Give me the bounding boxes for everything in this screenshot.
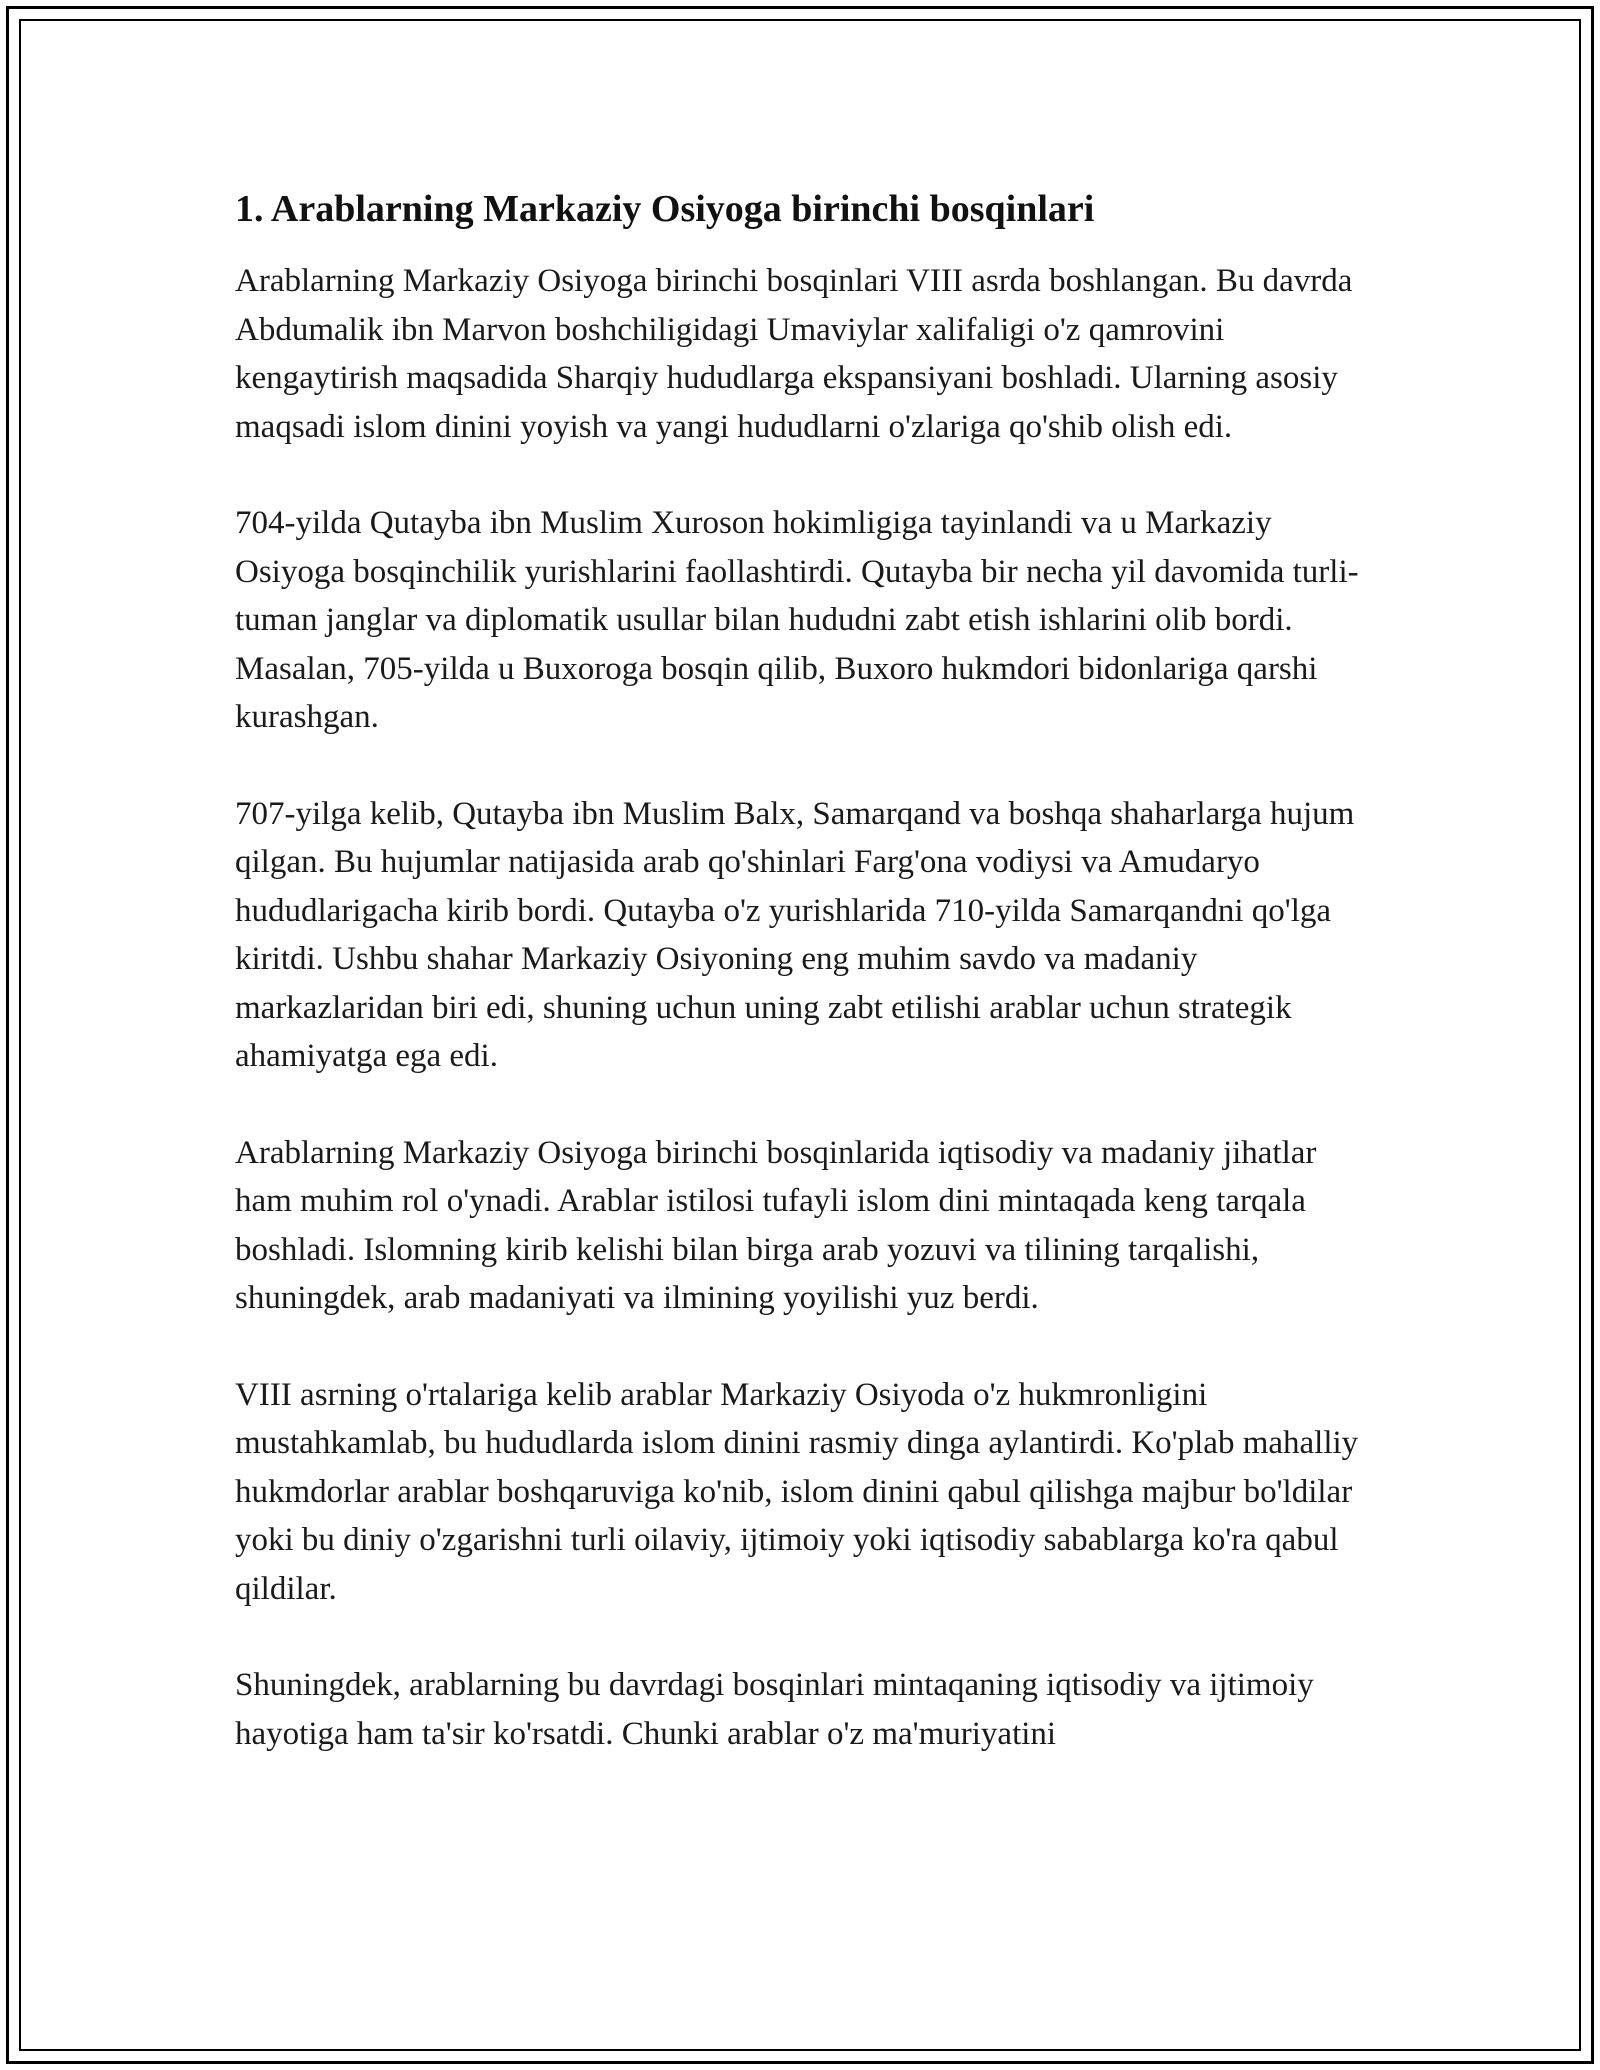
paragraph-4: Arablarning Markaziy Osiyoga birinchi bosqinlarida iqtisodiy va madaniy jihatlar ham muhim rol o'ynadi. Arablar istilosi tufayli islom dini mintaqada keng tarqala boshladi. Islomning kirib kelishi bilan birga arab yozuvi va tilining tarqalishi, shuningdek, arab madaniyati va ilmining yoyilishi yuz berdi. <box>235 1134 1317 1316</box>
paragraph-1: Arablarning Markaziy Osiyoga birinchi bosqinlari VIII asrda boshlangan. Bu davrda Abdumalik ibn Marvon boshchiligidagi Umaviylar xalifaligi o'z qamrovini kengaytirish maqsadida Sharqiy hududlarga ekspansiyani boshladi. Ularning asosiy maqsadi islom dinini yoyish va yangi hududlarni o'zlariga qo'shib olish edi. <box>235 263 1353 445</box>
paragraph-2: 704-yilda Qutayba ibn Muslim Xuroson hokimligiga tayinlandi va u Markaziy Osiyoga bosqinchilik yurishlarini faollashtirdi. Qutayba bir necha yil davomida turli-tuman janglar va diplomatik usullar bilan hududni zabt etish ishlarini olib bordi. Masalan, 705-yilda u Buxoroga bosqin qilib, Buxoro hukmdori bidonlariga qarshi kurashgan. <box>235 505 1359 735</box>
paragraph-3: 707-yilga kelib, Qutayba ibn Muslim Balx, Samarqand va boshqa shaharlarga hujum qilgan. Bu hujumlar natijasida arab qo'shinlari Farg'ona vodiysi va Amudaryo hududlarigacha kirib bordi. Qutayba o'z yurishlarida 710-yilda Samarqandni qo'lga kiritdi. Ushbu shahar Markaziy Osiyoning eng muhim savdo va madaniy markazlaridan biri edi, shuning uchun uning zabt etilishi arablar uchun strategik ahamiyatga ega edi. <box>235 795 1355 1074</box>
document-body <box>235 185 1365 1806</box>
paragraph-5: VIII asrning o'rtalariga kelib arablar Markaziy Osiyoda o'z hukmronligini mustahkamlab, bu hududlarda islom dinini rasmiy dinga aylantirdi. Ko'plab mahalliy hukmdorlar arablar boshqaruviga ko'nib, islom dinini qabul qilishga majbur bo'ldilar yoki bu diniy o'zgarishni turli oilaviy, ijtimoiy yoki iqtisodiy sabablarga ko'ra qabul qildilar. <box>235 1376 1359 1607</box>
section-heading: 1. Arablarning Markaziy Osiyoga birinchi bosqinlari <box>235 188 1095 230</box>
paragraph-6: Shuningdek, arablarning bu davrdagi bosqinlari mintaqaning iqtisodiy va ijtimoiy hayotiga ham ta'sir ko'rsatdi. Chunki arablar o'z ma'muriyatini <box>235 1667 1314 1752</box>
